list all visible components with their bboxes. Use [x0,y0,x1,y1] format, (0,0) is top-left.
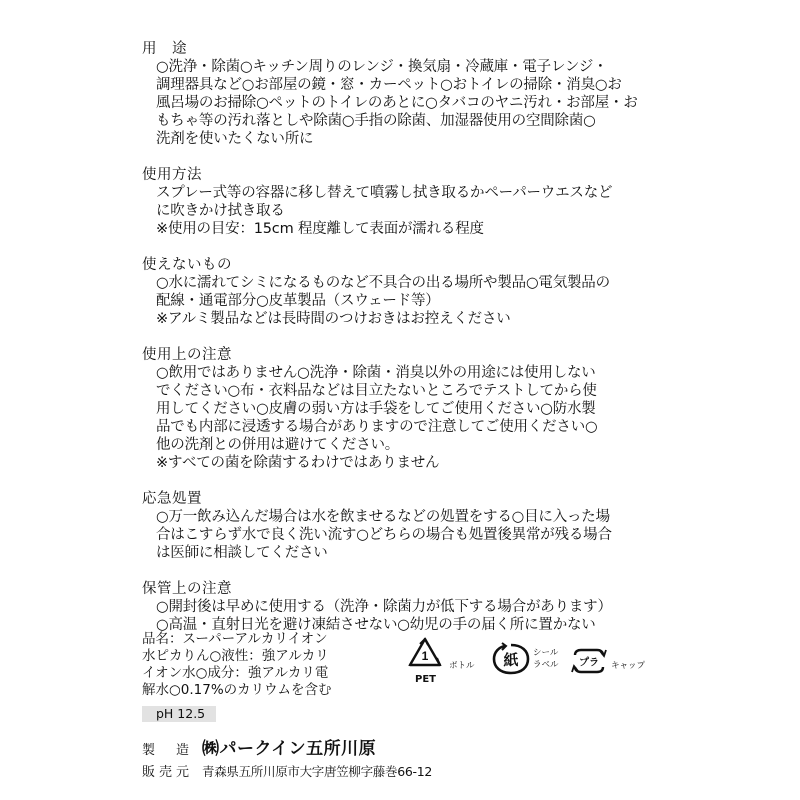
company-address: 青森県五所川原市大字唐笠柳字藤巻66-12 [202,764,433,779]
cap-caption: キャップ [611,661,646,671]
text-line: ※すべての菌を除菌するわけではありません [156,455,440,471]
manufacturer-row [142,734,432,759]
section-heading: 使えないもの [142,257,232,273]
section-not-usable [142,256,672,328]
pet-label: PET [415,674,436,685]
text-line: 風呂場のお掃除○ペットのトイレのあとに○タバコのヤニ汚れ・お部屋・お [156,95,638,111]
section-text [142,598,672,634]
text-line: 品でも内部に浸透する場合がありますので注意してご使用ください○ [156,419,598,435]
text-line: 配線・通電部分○皮革製品（スウェード等） [156,293,440,309]
plastic-glyph: プラ [579,657,599,669]
pet-recycle-icon [407,636,443,670]
text-line: ○万一飲み込んだ場合は水を飲ませるなどの処置をする○目に入った場 [156,509,610,525]
text-line: ○飲用ではありません○洗浄・除菌・消臭以外の用途には使用しない [156,365,596,381]
label-caption: ラベル [533,660,559,670]
text-line: スプレー式等の容器に移し替えて噴霧し拭き取るかペーパーウエスなど [156,185,613,201]
product-line: 品名：スーパーアルカリイオン [142,631,328,647]
text-line: ○水に濡れてシミになるものなど不具合の出る場所や製品○電気製品の [156,275,610,291]
paper-recycle-icon [491,642,531,676]
seal-caption: シール [533,648,559,658]
product-line: 水ピカりん○液性：強アルカリ [142,648,329,664]
section-storage [142,580,672,634]
text-line: ※アルミ製品などは長時間のつけおきはお控えください [156,311,511,327]
section-text [142,274,672,328]
section-heading: 用 途 [142,41,187,57]
section-heading: 使用上の注意 [142,347,232,363]
manufacture-label: 製 造 [142,743,194,758]
section-text [142,508,672,562]
pet-number: 1 [421,649,429,663]
section-heading: 保管上の注意 [142,581,232,597]
section-first-aid [142,490,672,562]
recycle-marks [405,636,665,696]
text-line: に吹きかけ拭き取る [156,203,285,219]
section-heading: 応急処置 [142,491,202,507]
text-line: ○高温・直射日光を避け凍結させない○幼児の手の届く所に置かない [156,617,596,633]
section-caution [142,346,672,472]
section-usage [142,40,672,148]
ph-badge: pH 12.5 [142,706,216,722]
text-line: ○洗浄・除菌○キッチン周りのレンジ・換気扇・冷蔵庫・電子レンジ・ [156,59,608,75]
section-text [142,184,672,238]
section-how-to-use [142,166,672,238]
maker-info [142,734,432,780]
product-line: イオン水○成分：強アルカリ電 [142,665,329,681]
text-line: 他の洗剤との併用は避けてください。 [156,437,400,453]
text-line: 調理器具など○お部屋の鏡・窓・カーペット○おトイレの掃除・消臭○お [156,77,622,93]
company-name: ㈱パークイン五所川原 [202,739,377,759]
usage-content [142,40,672,652]
text-line: 合はこすらず水で良く洗い流す○どちらの場合も処置後異常が残る場合 [156,527,612,543]
text-line: 洗剤を使いたくない所に [156,131,314,147]
text-line: もちゃ等の汚れ落としや除菌○手指の除菌、加湿器使用の空間除菌○ [156,113,596,129]
product-line: 解水○0.17%のカリウムを含む [142,682,332,698]
seller-label: 販売元 [142,765,194,780]
text-line: ○開封後は早めに使用する（洗浄・除菌力が低下する場合があります） [156,599,612,615]
paper-glyph: 紙 [503,651,519,669]
text-line: でください○布・衣料品などは目立たないところでテストしてから使 [156,383,597,399]
text-line: は医師に相談してください [156,545,328,561]
plastic-recycle-icon [571,646,607,676]
pet-caption: ボトル [449,661,475,671]
text-line: ※使用の目安：15cm 程度離して表面が濡れる程度 [156,221,484,237]
section-text [142,58,672,148]
product-info [142,631,332,699]
section-heading: 使用方法 [142,167,202,183]
text-line: 用してください○皮膚の弱い方は手袋をしてご使用ください○防水製 [156,401,596,417]
seller-row [142,761,432,780]
section-text [142,364,672,472]
